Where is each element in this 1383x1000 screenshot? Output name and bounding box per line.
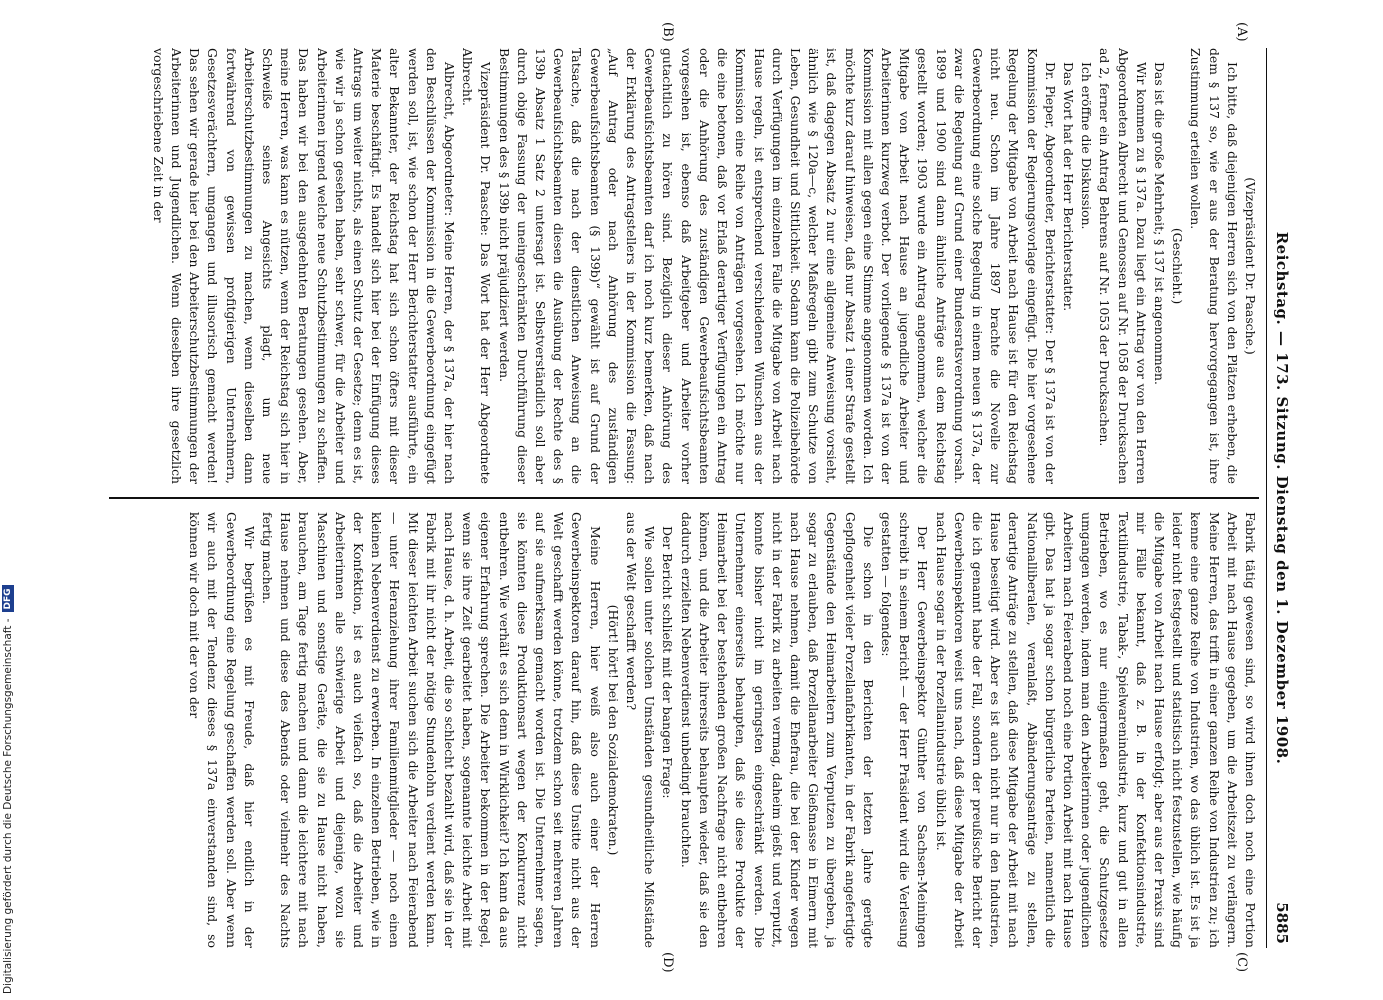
right-column	[99, 512, 1259, 948]
paragraph: Das ist die große Mehrheit; § 137 ist angenommen.	[1151, 62, 1167, 385]
margin-marker-c: (C)	[1234, 952, 1249, 973]
paragraph: Der Bericht schließt mit der bangen Frage:	[660, 526, 676, 799]
paragraph: Wir begrüßen es mit Freude, daß hier endlich in der Gewerbeordnung eine Regelung geschaffen werden soll. Aber wenn wir auch mit der Tendenz dieses § 137a einverstanden sind, so können wir doch mit der von der	[187, 512, 257, 948]
paragraph: Der Herr Gewerbeinspektor Günther von Sachsen-Meiningen schreibt in seinem Bericht — der Herr Präsident wird die Verlesung gestatten — folgendes:	[878, 512, 931, 948]
text-columns	[99, 48, 1259, 948]
paragraph: Ich eröffne die Diskussion.	[1079, 62, 1095, 230]
dfg-logo: DFG	[2, 585, 14, 612]
document-page	[85, 22, 1295, 973]
paragraph: Meine Herren, hier weiß also auch einer der Herren Gewerbeinspektoren darauf hin, daß diese Unsitte nicht aus der Welt geschafft werden könne, trotzdem schon seit mehreren Jahren auf sie aufmerksam gemacht worden ist. Die Unternehmer sagen, sie könnten diese Produktionsart wegen der Konkurrenz nicht entbehren. Wie verhält es sich denn in Wirklichkeit? Ich kann da aus eigener Erfahrung sprechen. Die Arbeiter bekommen in der Regel, wenn sie ihre Zeit gearbeitet haben, sogenannte leichte Arbeit mit nach Hause, d. h. Arbeit, die so schlecht bezahlt wird, daß sie in der Fabrik mit ihr nicht der nötige Stundenlohn verdient werden kann. Mit dieser leichten Arbeit suchen sich die Arbeiter nach Feierabend — unter Heranziehung ihrer Familienmitglieder — noch einen kleinen Nebenverdienst zu erwerben. In einzelnen Betrieben, wie in der Konfektion, ist es auch vielfach so, daß die Arbeiter und Arbeiterinnen alle schwierige Arbeit und diejenige, wozu sie Maschinen und sonstige Geräte, die sie zu Hause nicht haben, brauchen, am Tage fertig machen und dann die leichtere mit nach Hause nehmen und diese des Abends oder vielmehr des Nachts fertig machen.	[260, 512, 603, 948]
paragraph: Ich bitte, daß diejenigen Herren sich von den Plätzen erheben, die dem § 137 so, wie er aus der Beratung hervorgegangen ist, ihre Zustimmung erteilen wollen.	[1188, 48, 1240, 484]
page-header	[1266, 48, 1295, 948]
paragraph: Dr. Pieper, Abgeordneter, Berichterstatter: Der § 137a ist von der Kommission der Regierungsvorlage eingefügt. Die hier vorgesehene Regelung der Mitgabe von Arbeit nach Hause ist für den Reichstag nicht neu. Schon im Jahre 1897 brachte die Novelle zur Gewerbeordnung eine solche Regelung in einem neuen § 137a, der zwar die Regelung auf Grund einer Bundesratsverordnung vorsah. 1899 und 1900 sind dann ähnliche Anträge aus dem Reichstag gestellt worden; 1903 wurde ein Antrag angenommen, welcher die Mitgabe von Arbeit nach Hause an jugendliche Arbeiter und Arbeiterinnen kurzweg verbot. Der vorliegende § 137a ist von der Kommission mit allen gegen eine Stimme angenommen worden. Ich möchte kurz darauf hinweisen, daß nur Absatz 1 einer Strafe gestellt ist, daß dagegen Absatz 2 nur eine allgemeine Anweisung vorsieht, ähnlich wie § 120a—c, welcher Maßregeln gibt zum Schutze von Leben, Gesundheit und Sittlichkeit. Sodann kann die Polizeibehörde durch Verfügungen im einzelnen Falle die Mitgabe von Arbeit nach Hause regeln, ist entsprechend verschiedenen Wünschen aus der Kommission eine Reihe von Anträgen vorgesehen. Ich möchte nur die eine betonen, daß vor Erlaß derartiger Verfügungen ein Antrag oder die Anhörung des zuständigen Gewerbeaufsichtsbeamten vorgesehen ist, ebenso daß Arbeitgeber und Arbeiter vorher gutachtlich zu hören sind. Bezüglich dieser Anhörung des Gewerbeaufsichtsbeamten darf ich noch kurz bemerken, daß nach der Erklärung des Antragstellers in der Kommission die Fassung: „Auf Antrag oder nach Anhörung des zuständigen Gewerbeaufsichtsbeamten (§ 139b)“ gewählt ist auf Grund der Tatsache, daß die nach der dienstlichen Anweisung an die Gewerbeaufsichtsbeamten diesen die Ausübung der Rechte des § 139b Absatz 1 Satz 2 untersagt ist. Selbstverständlich soll aber durch obige Fassung der uneingeschränkten Durchführung dieser Bestimmungen des § 139b nicht präjudiziert werden.	[496, 48, 1058, 484]
stage-direction: (Hört! hört! bei den Sozialdemokraten.)	[605, 604, 621, 856]
paragraph: Fabrik tätig gewesen sind, so wird ihnen doch noch eine Portion Arbeit mit nach Hause gegeben, um die Arbeitszeit zu verlängern. Meine Herren, das trifft in einer ganzen Reihe von Industrien zu; ich kenne eine ganze Reihe von Industrien, wo das üblich ist. Es ist ja leider nicht festgestellt und statistisch nicht festzustellen, wie häufig die Mitgabe von Arbeit nach Hause erfolgt; aber aus der Praxis sind mir Fälle bekannt, daß z. B. in der Konfektionsindustrie, Textilindustrie, Tabak-, Spielwarenindustrie, kurz und gut in allen Betrieben, wo es nur einigermaßen geht, die Schutzgesetze umgangen werden, indem man den Arbeiterinnen oder jugendlichen Arbeitern nach Feierabend noch eine Portion Arbeit mit nach Hause gibt. Das hat ja sogar schon bürgerliche Parteien, namentlich die Nationalliberalen, veranlaßt, Abänderungsanträge zu stellen, derartige Anträge zu stellen, daß diese Mitgabe der Arbeit mit nach Hause beseitigt wird. Aber es ist auch nicht nur in den Industrien, die ich genannt habe der Fall, sondern der preußische Bericht der Gewerbeinspektoren weist uns nach, daß diese Mitgabe der Arbeit nach Hause sogar in der Porzellanindustrie üblich ist.	[933, 512, 1258, 948]
column-divider	[109, 497, 1259, 499]
paragraph: Wir kommen zu § 137a. Dazu liegt ein Antrag vor von den Herren Abgeordneten Albrecht und Genossen auf Nr. 1058 der Drucksachen ad 2, ferner ein Antrag Behrens auf Nr. 1053 der Drucksachen.	[1097, 48, 1149, 484]
paragraph: Das Wort hat der Herr Berichterstatter.	[1060, 62, 1076, 312]
left-column	[99, 48, 1259, 484]
header-title: Reichstag. — 173. Sitzung. Dienstag den 1. Dezember 1908.	[1273, 231, 1291, 765]
speaker-continuation: (Vizepräsident Dr. Paasche.)	[1243, 177, 1258, 355]
stage-direction: (Geschieht.)	[1170, 227, 1186, 305]
page-number: 5885	[1273, 902, 1291, 944]
digitization-text: Digitalisierung gefördert durch die Deutsche Forschungsgemeinschaft -	[2, 618, 14, 994]
quotation: Wie sollen unter solchen Umständen gesundheitliche Mißstände aus der Welt geschafft werden?	[624, 512, 658, 948]
quotation: Die schon in den Berichten der letzten Jahre gerügte Gepflogenheit vieler Porzellanfabrikanten, in der Fabrik angefertigte Gegenstände den Heimarbeitern zum Verputzen zu übergeben, ja sogar zu erlauben, daß Porzellanarbeiter Gießmasse in Eimern mit nach Hause nehmen, damit die Ehefrau, die bei der Kinder wegen nicht in der Fabrik zu arbeiten vermag, daheim gießt und verputzt, konnte bisher nicht im geringsten eingeschränkt werden. Die Unternehmer einerseits behaupten, daß sie diese Produkte der Heimarbeit bei der bestehenden großen Nachfrage nicht entbehren können, und die Arbeiter ihrerseits behaupten wieder, daß sie den dadurch erzielten Nebenverdienst unbedingt brauchten.	[678, 512, 876, 948]
margin-marker-a: (A)	[1234, 22, 1249, 42]
margin-marker-d: (D)	[660, 952, 675, 973]
paragraph: Albrecht, Abgeordneter: Meine Herren, der § 137a, der hier nach den Beschlüssen der Kommission in die Gewerbeordnung eingefügt werden soll, ist, wie schon der Herr Berichterstatter ausführte, ein alter Bekannter, der Reichstag hat sich schon öfters mit dieser Materie beschäftigt. Es handelt sich hier bei der Einfügung dieses Antrags um weiter nichts, als einen Schutz der Gesetze; denn es ist, wie wir ja schon gesehen haben, sehr schwer, für die Arbeiter und Arbeiterinnen irgend welche neue Schutzbestimmungen zu schaffen. Das haben wir bei den ausgedehnten Beratungen gesehen. Aber, meine Herren, was kann es nützen, wenn der Reichstag sich hier in Schweiße seines Angesichts plagt, um neue Arbeiterschutzbestimmungen zu machen, wenn dieselben dann fortwährend von gewissen profitgierigen Unternehmern, Gesetzesverächtern, umgangen und illusorisch gemacht werden! Das sehen wir gerade hier bei den Arbeiterschutzbestimmungen der Arbeiterinnen und Jugendlichen. Wenn dieselben ihre gesetzlich vorgeschriebene Zeit in der	[150, 48, 458, 484]
digitization-note	[2, 0, 14, 1000]
paragraph: Vizepräsident Dr. Paasche: Das Wort hat der Herr Abgeordnete Albrecht.	[460, 48, 494, 484]
margin-marker-b: (B)	[660, 22, 675, 42]
